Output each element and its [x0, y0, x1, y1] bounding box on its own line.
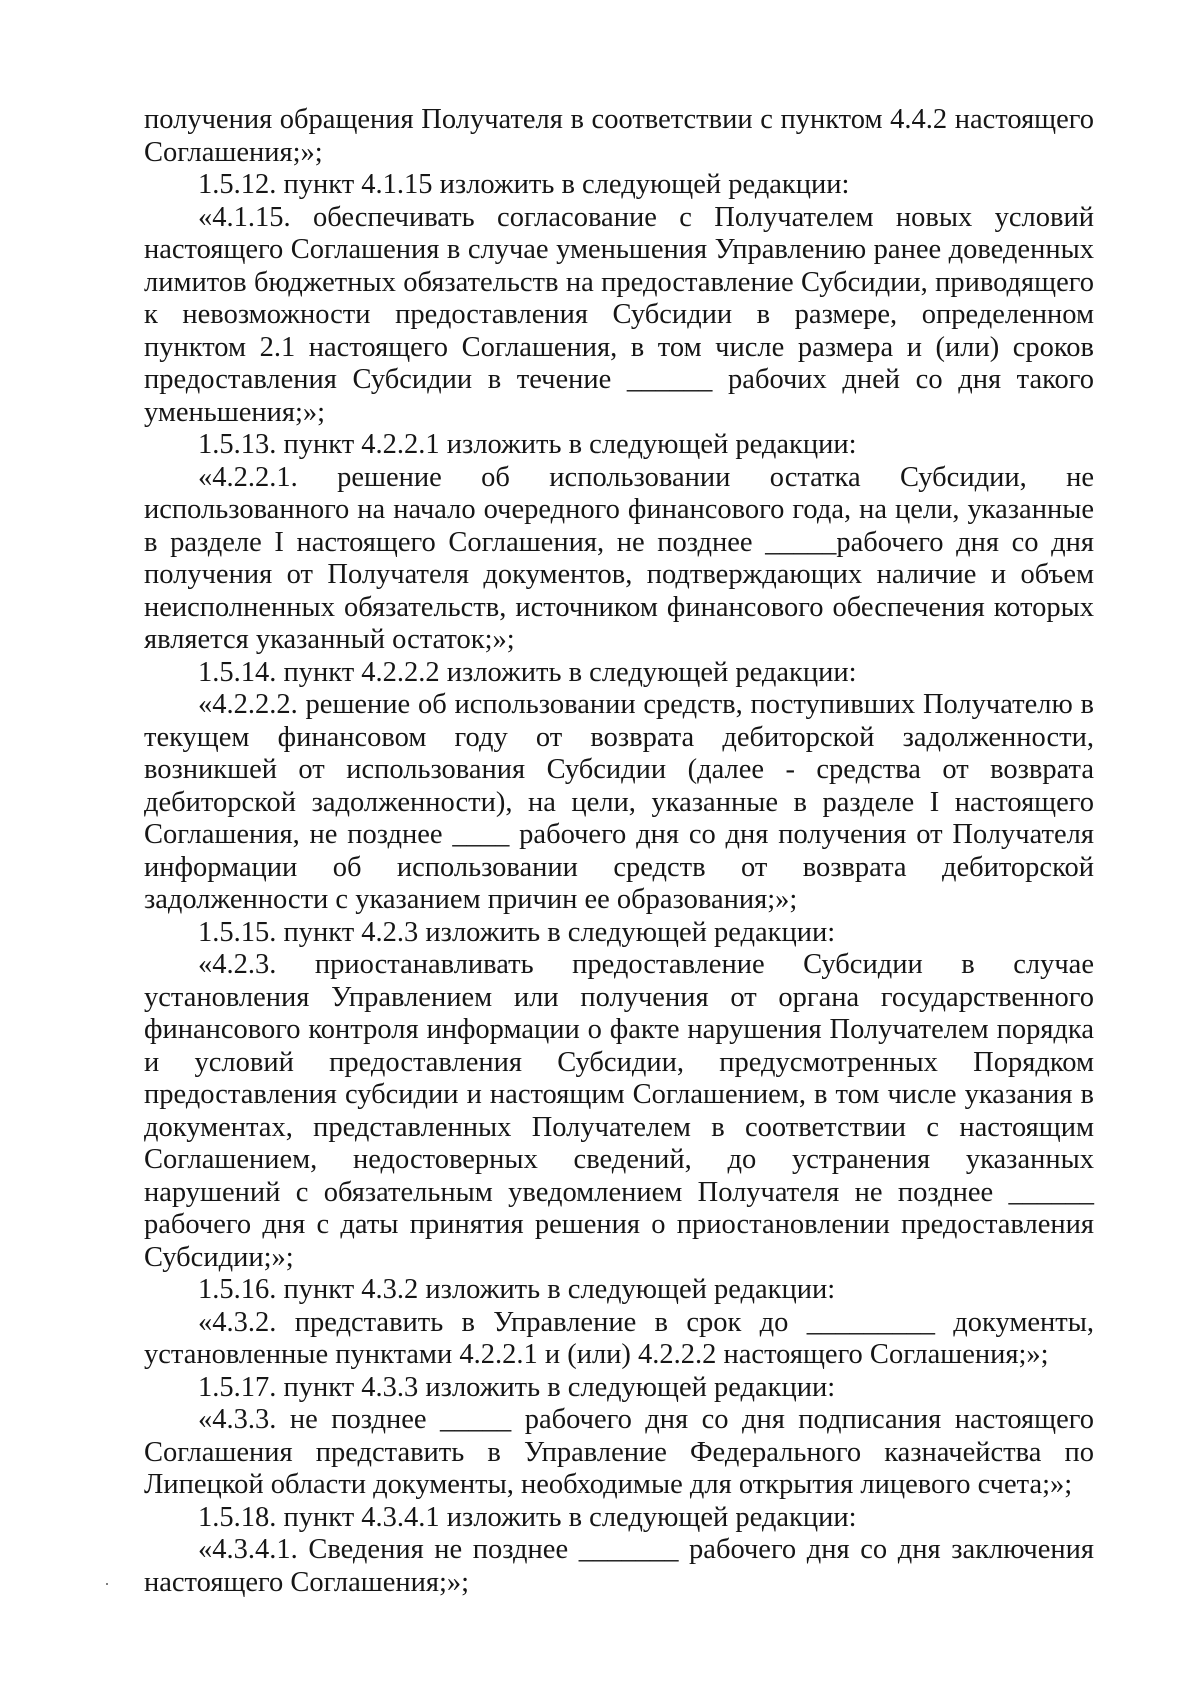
- document-page: [144, 104, 1094, 1599]
- scan-speck: [106, 1583, 108, 1585]
- paragraph-item-1-5-15: 1.5.15. пункт 4.2.3 изложить в следующей редакции:: [198, 916, 836, 948]
- paragraph-clause-4-2-2-1: «4.2.2.1. решение об использовании остатка Субсидии, не использованного на начало очередного финансового года, на цели, указанные в разделе I настоящего Соглашения, не позднее _____рабочего дня со дня получения от Получателя документов, подтверждающих наличие и объем неисполненных обязательств, источником финансового обеспечения которых является указанный остаток;»;: [144, 461, 1094, 655]
- paragraph-continuation: получения обращения Получателя в соответствии с пунктом 4.4.2 настоящего Соглашения;»;: [144, 104, 1094, 168]
- paragraph-item-1-5-14: 1.5.14. пункт 4.2.2.2 изложить в следующей редакции:: [198, 656, 857, 688]
- paragraph-item-1-5-18: 1.5.18. пункт 4.3.4.1 изложить в следующей редакции:: [198, 1501, 857, 1533]
- paragraph-clause-4-2-3: «4.2.3. приостанавливать предоставление Субсидии в случае установления Управлением или получения от органа государственного финансового контроля информации о факте нарушения Получателем порядка и условий предоставления Субсидии, предусмотренных Порядком предоставления субсидии и настоящим Соглашением, в том числе указания в документах, представленных Получателем в соответствии с настоящим Соглашением, недостоверных сведений, до устранения указанных нарушений с обязательным уведомлением Получателя не позднее ______ рабочего дня с даты принятия решения о приостановлении предоставления Субсидии;»;: [144, 949, 1094, 1273]
- paragraph-item-1-5-17: 1.5.17. пункт 4.3.3 изложить в следующей редакции:: [198, 1371, 836, 1403]
- paragraph-clause-4-2-2-2: «4.2.2.2. решение об использовании средств, поступивших Получателю в текущем финансовом году от возврата дебиторской задолженности, возникшей от использования Субсидии (далее - средства от возврата дебиторской задолженности), на цели, указанные в разделе I настоящего Соглашения, не позднее ____ рабочего дня со дня получения от Получателя информации об использовании средств от возврата дебиторской задолженности с указанием причин ее образования;»;: [144, 689, 1094, 915]
- paragraph-clause-4-3-4-1: «4.3.4.1. Сведения не позднее _______ рабочего дня со дня заключения настоящего Соглашения;»;: [144, 1534, 1094, 1598]
- paragraph-clause-4-1-15: «4.1.15. обеспечивать согласование с Получателем новых условий настоящего Соглашения в случае уменьшения Управлению ранее доведенных лимитов бюджетных обязательств на предоставление Субсидии, приводящего к невозможности предоставления Субсидии в размере, определенном пунктом 2.1 настоящего Соглашения, в том числе размера и (или) сроков предоставления Субсидии в течение ______ рабочих дней со дня такого уменьшения;»;: [144, 201, 1094, 428]
- paragraph-clause-4-3-2: «4.3.2. представить в Управление в срок до _________ документы, установленные пунктами 4.2.2.1 и (или) 4.2.2.2 настоящего Соглашения;»;: [144, 1306, 1094, 1370]
- paragraph-item-1-5-16: 1.5.16. пункт 4.3.2 изложить в следующей редакции:: [198, 1274, 836, 1305]
- paragraph-item-1-5-13: 1.5.13. пункт 4.2.2.1 изложить в следующей редакции:: [198, 429, 857, 460]
- paragraph-item-1-5-12: 1.5.12. пункт 4.1.15 изложить в следующей редакции:: [198, 169, 850, 200]
- paragraph-clause-4-3-3: «4.3.3. не позднее _____ рабочего дня со дня подписания настоящего Соглашения представить в Управление Федерального казначейства по Липецкой области документы, необходимые для открытия лицевого счета;»;: [144, 1404, 1094, 1500]
